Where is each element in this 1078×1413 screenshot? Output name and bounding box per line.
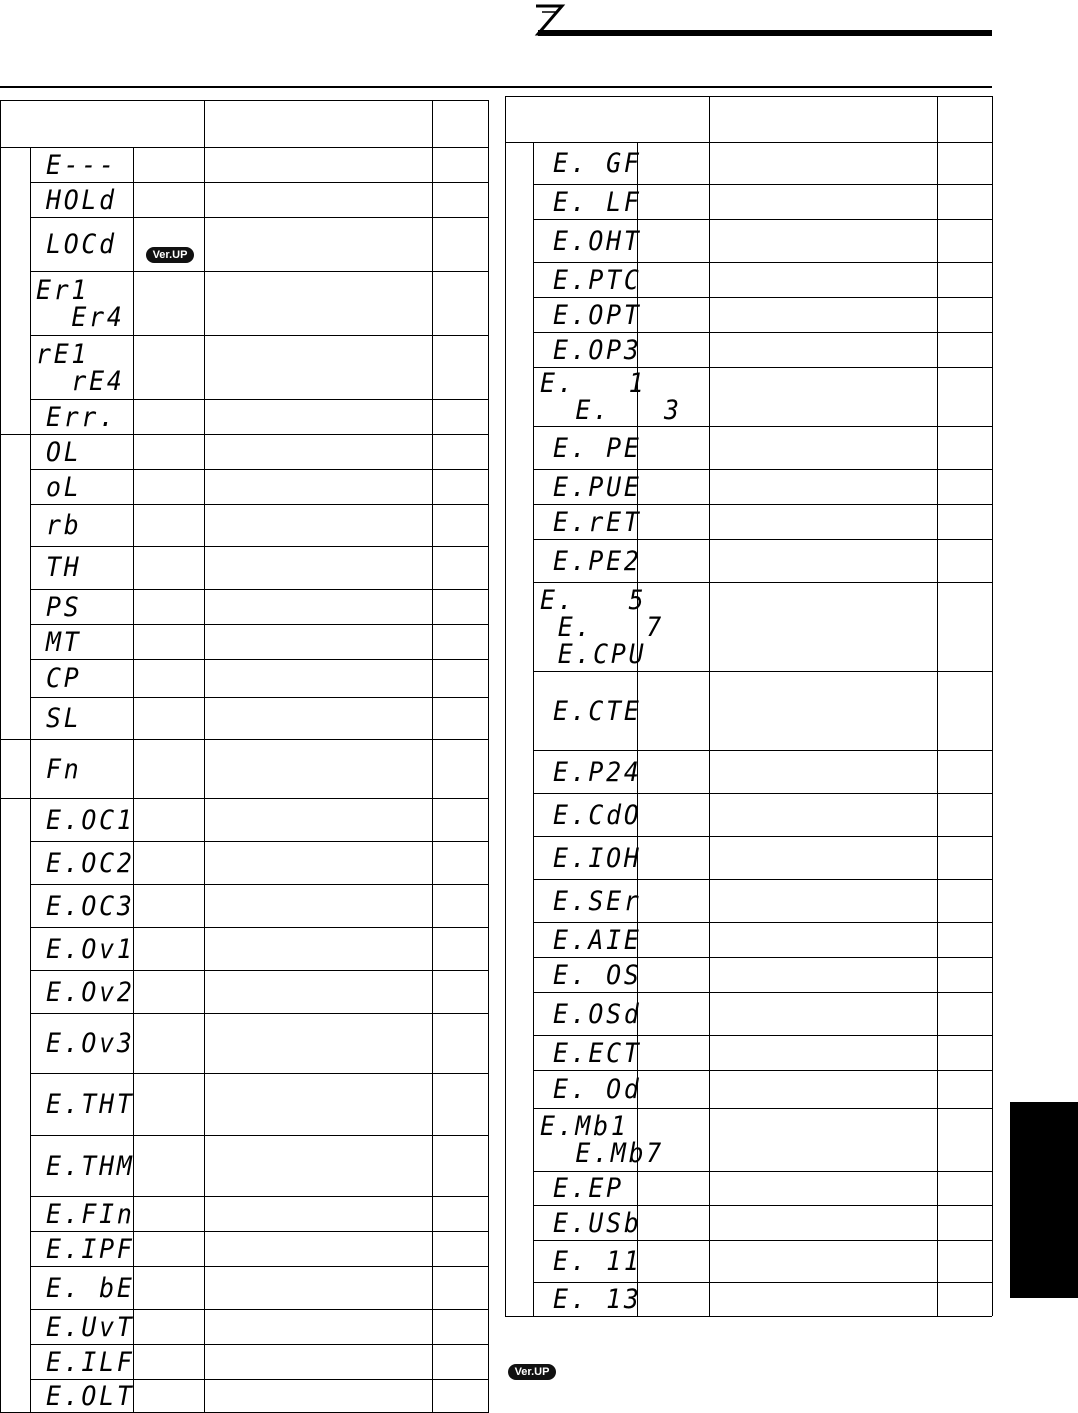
left-code-17: E.OC3	[46, 890, 135, 922]
left-code-24: E.IPF	[46, 1233, 135, 1265]
right-code-17: E.AIE	[553, 924, 642, 956]
right-code-2: E.OHT	[553, 225, 642, 257]
left-code-5: Err.	[46, 401, 117, 433]
left-code-8: rb	[46, 510, 82, 541]
right-code-18: E. OS	[553, 959, 642, 991]
left-code-16: E.OC2	[46, 847, 135, 879]
right-code-9: E.rET	[553, 506, 642, 538]
left-code-19: E.Ov2	[46, 976, 135, 1008]
left-code-9: TH	[46, 552, 82, 583]
left-code-26: E.UvT	[46, 1311, 135, 1343]
right-code-8: E.PUE	[553, 471, 642, 503]
right-code-22: E.Mb1 E.Mb7	[540, 1111, 665, 1169]
right-code-20: E.ECT	[553, 1037, 642, 1069]
left-code-0: E---	[46, 149, 117, 181]
left-code-4: rE1 rE4	[36, 339, 125, 397]
left-code-1: HOLd	[46, 184, 117, 216]
right-code-21: E. Od	[553, 1074, 642, 1105]
left-code-11: MT	[46, 626, 82, 658]
left-code-23: E.FIn	[46, 1198, 135, 1230]
left-code-28: E.OLT	[46, 1381, 135, 1412]
left-code-18: E.Ov1	[46, 933, 135, 965]
right-code-0: E. GF	[553, 148, 642, 179]
right-code-13: E.P24	[553, 756, 642, 788]
right-code-25: E. 11	[553, 1246, 642, 1277]
right-code-4: E.OPT	[553, 299, 642, 331]
left-code-25: E. bE	[46, 1272, 135, 1304]
left-code-27: E.ILF	[46, 1346, 135, 1378]
right-code-10: E.PE2	[553, 545, 642, 577]
left-code-3: Er1 Er4	[36, 275, 125, 333]
right-code-1: E. LF	[553, 186, 642, 218]
right-code-11: E. 5 E. 7 E.CPU	[540, 584, 665, 670]
left-code-10: PS	[46, 591, 82, 623]
left-code-12: CP	[46, 663, 82, 694]
right-code-23: E.EP	[553, 1173, 624, 1204]
left-code-21: E.THT	[46, 1089, 135, 1120]
right-code-12: E.CTE	[553, 695, 642, 727]
right-code-5: E.OP3	[553, 334, 642, 366]
ver-up-badge: Ver.UP	[146, 247, 194, 263]
left-code-14: Fn	[46, 753, 82, 785]
right-code-7: E. PE	[553, 432, 642, 464]
left-code-15: E.OC1	[46, 804, 135, 836]
left-code-20: E.Ov3	[46, 1028, 135, 1059]
left-code-22: E.THM	[46, 1150, 135, 1182]
left-code-7: oL	[46, 471, 82, 503]
right-code-3: E.PTC	[553, 264, 642, 296]
right-code-19: E.OSd	[553, 998, 642, 1030]
footnote-ver-up-badge: Ver.UP	[508, 1364, 556, 1380]
right-code-24: E.USb	[553, 1207, 642, 1239]
right-code-16: E.SEr	[553, 885, 642, 917]
right-code-6: E. 1 E. 3	[540, 368, 682, 426]
left-code-6: OL	[46, 436, 82, 468]
right-code-26: E. 13	[553, 1284, 642, 1315]
left-code-2: LOCd	[46, 228, 117, 260]
left-code-13: SL	[46, 703, 82, 734]
right-code-14: E.CdO	[553, 799, 642, 831]
right-code-15: E.IOH	[553, 842, 642, 874]
